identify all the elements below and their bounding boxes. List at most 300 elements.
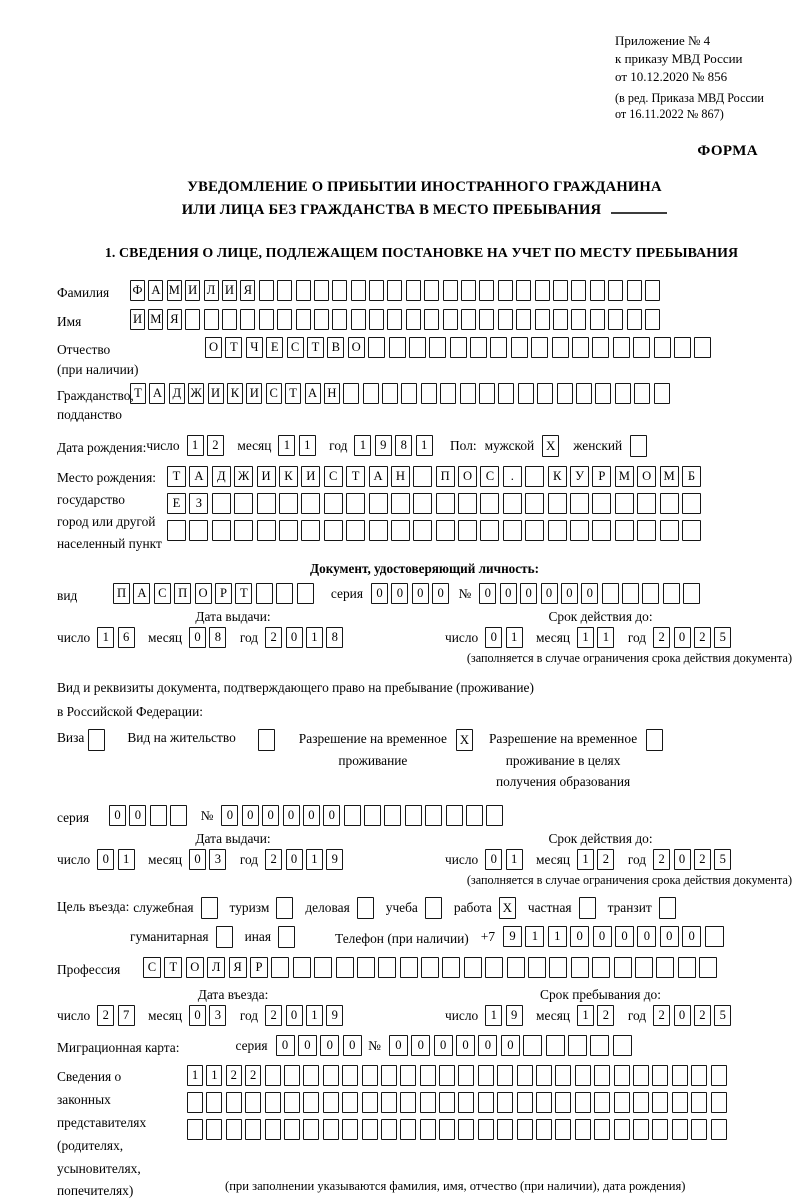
char-cell[interactable] (240, 309, 255, 330)
char-cell[interactable]: 0 (189, 1005, 206, 1026)
char-cell[interactable] (301, 520, 320, 541)
char-cell[interactable] (443, 309, 458, 330)
char-cell[interactable] (391, 493, 410, 514)
char-cell[interactable] (595, 383, 611, 404)
char-cell[interactable] (277, 280, 292, 301)
char-cell[interactable]: 0 (660, 926, 679, 947)
char-cell[interactable]: 5 (714, 1005, 731, 1026)
char-cell[interactable]: 1 (577, 1005, 594, 1026)
char-cell[interactable] (351, 309, 366, 330)
char-cell[interactable]: О (195, 583, 212, 604)
char-cell[interactable] (645, 309, 660, 330)
char-cell[interactable] (548, 520, 567, 541)
char-cell[interactable]: 2 (653, 849, 670, 870)
char-cell[interactable] (478, 1119, 494, 1140)
char-cell[interactable] (525, 520, 544, 541)
char-cell[interactable] (323, 1119, 339, 1140)
char-cell[interactable] (575, 1092, 591, 1113)
char-cell[interactable]: 0 (581, 583, 598, 604)
char-cell[interactable] (485, 957, 503, 978)
char-cell[interactable] (420, 1119, 436, 1140)
char-cell[interactable] (440, 383, 456, 404)
char-cell[interactable] (277, 309, 292, 330)
char-cell[interactable]: 0 (371, 583, 388, 604)
char-cell[interactable] (303, 1119, 319, 1140)
char-cell[interactable]: П (174, 583, 191, 604)
char-cell[interactable]: Б (682, 466, 701, 487)
char-cell[interactable]: 2 (653, 627, 670, 648)
visa-checkbox[interactable] (88, 729, 105, 751)
char-cell[interactable]: О (348, 337, 365, 358)
char-cell[interactable] (212, 520, 231, 541)
char-cell[interactable]: Р (592, 466, 611, 487)
char-cell[interactable] (314, 957, 332, 978)
char-cell[interactable] (460, 383, 476, 404)
char-cell[interactable] (381, 1065, 397, 1086)
char-cell[interactable] (478, 1092, 494, 1113)
char-cell[interactable] (699, 957, 717, 978)
char-cell[interactable] (265, 1119, 281, 1140)
char-cell[interactable] (226, 1092, 242, 1113)
char-cell[interactable]: Т (285, 383, 301, 404)
char-cell[interactable] (189, 520, 208, 541)
char-cell[interactable] (409, 337, 426, 358)
char-cell[interactable]: О (637, 466, 656, 487)
char-cell[interactable]: 0 (189, 849, 206, 870)
char-cell[interactable] (185, 309, 200, 330)
char-cell[interactable] (314, 280, 329, 301)
char-cell[interactable] (406, 309, 421, 330)
char-cell[interactable]: О (458, 466, 477, 487)
char-cell[interactable]: 0 (320, 1035, 339, 1056)
char-cell[interactable]: И (246, 383, 262, 404)
char-cell[interactable]: Т (307, 337, 324, 358)
char-cell[interactable]: 2 (265, 627, 282, 648)
char-cell[interactable] (682, 493, 701, 514)
char-cell[interactable] (571, 280, 586, 301)
char-cell[interactable] (332, 309, 347, 330)
char-cell[interactable]: И (130, 309, 145, 330)
char-cell[interactable]: 1 (306, 627, 323, 648)
char-cell[interactable] (256, 583, 273, 604)
char-cell[interactable] (660, 493, 679, 514)
char-cell[interactable] (537, 383, 553, 404)
char-cell[interactable]: 0 (276, 1035, 295, 1056)
char-cell[interactable]: Ж (188, 383, 204, 404)
char-cell[interactable] (531, 337, 548, 358)
char-cell[interactable]: С (324, 466, 343, 487)
char-cell[interactable] (705, 926, 724, 947)
char-cell[interactable]: 0 (343, 1035, 362, 1056)
char-cell[interactable] (413, 520, 432, 541)
char-cell[interactable]: А (148, 280, 163, 301)
char-cell[interactable]: К (279, 466, 298, 487)
char-cell[interactable]: 8 (326, 627, 343, 648)
char-cell[interactable]: 6 (118, 627, 135, 648)
char-cell[interactable] (212, 493, 231, 514)
char-cell[interactable]: 2 (207, 435, 224, 456)
char-cell[interactable] (450, 337, 467, 358)
char-cell[interactable] (672, 1065, 688, 1086)
char-cell[interactable]: 5 (714, 627, 731, 648)
char-cell[interactable]: Я (240, 280, 255, 301)
char-cell[interactable] (517, 1092, 533, 1113)
char-cell[interactable] (479, 383, 495, 404)
char-cell[interactable]: 0 (298, 1035, 317, 1056)
char-cell[interactable]: С (480, 466, 499, 487)
char-cell[interactable] (615, 520, 634, 541)
char-cell[interactable] (535, 309, 550, 330)
char-cell[interactable]: Т (130, 383, 146, 404)
char-cell[interactable] (284, 1119, 300, 1140)
char-cell[interactable] (691, 1065, 707, 1086)
char-cell[interactable]: 2 (597, 849, 614, 870)
char-cell[interactable] (613, 1035, 632, 1056)
purpose-option-checkbox[interactable] (425, 897, 442, 919)
char-cell[interactable] (439, 1092, 455, 1113)
char-cell[interactable] (656, 957, 674, 978)
char-cell[interactable] (528, 957, 546, 978)
char-cell[interactable] (479, 309, 494, 330)
char-cell[interactable] (635, 957, 653, 978)
char-cell[interactable] (711, 1119, 727, 1140)
char-cell[interactable] (187, 1119, 203, 1140)
char-cell[interactable] (608, 280, 623, 301)
purpose-option-checkbox[interactable]: X (499, 897, 516, 919)
char-cell[interactable]: Т (225, 337, 242, 358)
char-cell[interactable] (503, 493, 522, 514)
char-cell[interactable]: 2 (97, 1005, 114, 1026)
char-cell[interactable] (424, 280, 439, 301)
char-cell[interactable] (389, 337, 406, 358)
char-cell[interactable] (346, 493, 365, 514)
char-cell[interactable] (443, 280, 458, 301)
char-cell[interactable]: А (133, 583, 150, 604)
char-cell[interactable] (259, 309, 274, 330)
char-cell[interactable]: К (548, 466, 567, 487)
char-cell[interactable] (652, 1119, 668, 1140)
char-cell[interactable] (405, 805, 422, 826)
char-cell[interactable]: 1 (525, 926, 544, 947)
char-cell[interactable] (555, 1065, 571, 1086)
char-cell[interactable] (503, 520, 522, 541)
char-cell[interactable] (518, 383, 534, 404)
char-cell[interactable] (170, 805, 187, 826)
char-cell[interactable]: 0 (189, 627, 206, 648)
char-cell[interactable] (614, 1092, 630, 1113)
char-cell[interactable] (259, 280, 274, 301)
char-cell[interactable] (362, 1119, 378, 1140)
char-cell[interactable]: 9 (326, 1005, 343, 1026)
char-cell[interactable]: 5 (714, 849, 731, 870)
residence-permit-checkbox[interactable] (258, 729, 275, 751)
purpose-option-checkbox[interactable] (357, 897, 374, 919)
char-cell[interactable]: 8 (209, 627, 226, 648)
char-cell[interactable] (222, 309, 237, 330)
sex-female-checkbox[interactable] (630, 435, 647, 457)
char-cell[interactable]: 0 (411, 1035, 430, 1056)
char-cell[interactable] (594, 1092, 610, 1113)
char-cell[interactable] (461, 280, 476, 301)
char-cell[interactable]: Ф (130, 280, 145, 301)
temp-residence-checkbox[interactable]: X (456, 729, 473, 751)
char-cell[interactable] (672, 1092, 688, 1113)
char-cell[interactable] (590, 309, 605, 330)
char-cell[interactable] (257, 493, 276, 514)
char-cell[interactable] (592, 520, 611, 541)
char-cell[interactable]: А (305, 383, 321, 404)
char-cell[interactable] (424, 309, 439, 330)
char-cell[interactable]: 0 (593, 926, 612, 947)
char-cell[interactable] (694, 337, 711, 358)
char-cell[interactable]: 9 (326, 849, 343, 870)
char-cell[interactable] (678, 957, 696, 978)
char-cell[interactable] (637, 520, 656, 541)
char-cell[interactable] (301, 493, 320, 514)
char-cell[interactable] (381, 1092, 397, 1113)
char-cell[interactable]: 9 (375, 435, 392, 456)
char-cell[interactable]: 0 (674, 627, 691, 648)
char-cell[interactable] (458, 493, 477, 514)
char-cell[interactable]: 0 (500, 583, 517, 604)
char-cell[interactable] (429, 337, 446, 358)
char-cell[interactable]: 0 (109, 805, 126, 826)
char-cell[interactable] (479, 280, 494, 301)
char-cell[interactable] (478, 1065, 494, 1086)
char-cell[interactable]: П (436, 466, 455, 487)
char-cell[interactable] (654, 337, 671, 358)
char-cell[interactable] (536, 1119, 552, 1140)
char-cell[interactable]: 0 (561, 583, 578, 604)
char-cell[interactable]: 0 (434, 1035, 453, 1056)
char-cell[interactable] (323, 1065, 339, 1086)
char-cell[interactable]: М (615, 466, 634, 487)
char-cell[interactable]: 2 (653, 1005, 670, 1026)
char-cell[interactable] (293, 957, 311, 978)
char-cell[interactable] (575, 1065, 591, 1086)
char-cell[interactable] (711, 1092, 727, 1113)
char-cell[interactable]: 0 (682, 926, 701, 947)
char-cell[interactable]: 0 (479, 583, 496, 604)
char-cell[interactable]: 0 (485, 849, 502, 870)
char-cell[interactable] (553, 280, 568, 301)
char-cell[interactable] (387, 309, 402, 330)
char-cell[interactable] (614, 1119, 630, 1140)
char-cell[interactable] (420, 1065, 436, 1086)
char-cell[interactable]: Т (167, 466, 186, 487)
char-cell[interactable] (570, 520, 589, 541)
char-cell[interactable]: 2 (245, 1065, 261, 1086)
char-cell[interactable]: 3 (209, 849, 226, 870)
char-cell[interactable] (637, 493, 656, 514)
purpose-option-checkbox[interactable] (579, 897, 596, 919)
char-cell[interactable] (464, 957, 482, 978)
char-cell[interactable] (421, 957, 439, 978)
char-cell[interactable] (442, 957, 460, 978)
char-cell[interactable]: 0 (637, 926, 656, 947)
char-cell[interactable] (654, 383, 670, 404)
purpose-option-checkbox[interactable] (278, 926, 295, 948)
char-cell[interactable] (413, 466, 432, 487)
char-cell[interactable]: М (167, 280, 182, 301)
char-cell[interactable] (645, 280, 660, 301)
char-cell[interactable] (362, 1065, 378, 1086)
char-cell[interactable] (436, 493, 455, 514)
char-cell[interactable] (498, 309, 513, 330)
char-cell[interactable] (234, 520, 253, 541)
char-cell[interactable]: С (143, 957, 161, 978)
char-cell[interactable] (276, 583, 293, 604)
char-cell[interactable] (257, 520, 276, 541)
char-cell[interactable] (323, 1092, 339, 1113)
char-cell[interactable]: 1 (299, 435, 316, 456)
char-cell[interactable]: Т (235, 583, 252, 604)
char-cell[interactable]: 0 (242, 805, 259, 826)
char-cell[interactable] (660, 520, 679, 541)
char-cell[interactable]: 0 (485, 627, 502, 648)
char-cell[interactable] (150, 805, 167, 826)
char-cell[interactable]: 9 (503, 926, 522, 947)
char-cell[interactable] (369, 280, 384, 301)
char-cell[interactable]: Я (229, 957, 247, 978)
char-cell[interactable] (368, 337, 385, 358)
char-cell[interactable] (387, 280, 402, 301)
char-cell[interactable] (536, 1065, 552, 1086)
char-cell[interactable] (342, 1119, 358, 1140)
char-cell[interactable]: 0 (286, 849, 303, 870)
char-cell[interactable] (683, 583, 700, 604)
char-cell[interactable]: Д (212, 466, 231, 487)
char-cell[interactable]: 1 (354, 435, 371, 456)
char-cell[interactable]: 0 (129, 805, 146, 826)
char-cell[interactable] (421, 383, 437, 404)
char-cell[interactable] (458, 1065, 474, 1086)
char-cell[interactable] (663, 583, 680, 604)
char-cell[interactable] (466, 805, 483, 826)
char-cell[interactable] (571, 309, 586, 330)
char-cell[interactable] (602, 583, 619, 604)
char-cell[interactable] (570, 493, 589, 514)
char-cell[interactable] (525, 466, 544, 487)
char-cell[interactable]: Ж (234, 466, 253, 487)
char-cell[interactable] (461, 309, 476, 330)
char-cell[interactable]: 2 (226, 1065, 242, 1086)
char-cell[interactable] (324, 493, 343, 514)
char-cell[interactable] (279, 520, 298, 541)
char-cell[interactable] (614, 1065, 630, 1086)
char-cell[interactable] (511, 337, 528, 358)
char-cell[interactable] (296, 309, 311, 330)
char-cell[interactable]: Н (391, 466, 410, 487)
char-cell[interactable]: 0 (501, 1035, 520, 1056)
char-cell[interactable] (342, 1065, 358, 1086)
char-cell[interactable]: М (148, 309, 163, 330)
char-cell[interactable] (480, 493, 499, 514)
char-cell[interactable]: 2 (265, 849, 282, 870)
char-cell[interactable] (303, 1065, 319, 1086)
char-cell[interactable] (436, 520, 455, 541)
char-cell[interactable]: 1 (506, 849, 523, 870)
char-cell[interactable] (516, 280, 531, 301)
char-cell[interactable]: Т (164, 957, 182, 978)
char-cell[interactable] (507, 957, 525, 978)
char-cell[interactable]: 1 (206, 1065, 222, 1086)
char-cell[interactable] (346, 520, 365, 541)
char-cell[interactable] (271, 957, 289, 978)
char-cell[interactable]: 0 (412, 583, 429, 604)
char-cell[interactable] (497, 1092, 513, 1113)
char-cell[interactable]: 1 (577, 627, 594, 648)
char-cell[interactable]: 0 (286, 1005, 303, 1026)
char-cell[interactable]: 0 (615, 926, 634, 947)
char-cell[interactable]: Е (167, 493, 186, 514)
char-cell[interactable]: 1 (577, 849, 594, 870)
char-cell[interactable]: И (185, 280, 200, 301)
char-cell[interactable] (490, 337, 507, 358)
char-cell[interactable] (682, 520, 701, 541)
char-cell[interactable] (297, 583, 314, 604)
char-cell[interactable] (314, 309, 329, 330)
char-cell[interactable] (364, 805, 381, 826)
char-cell[interactable]: 0 (478, 1035, 497, 1056)
char-cell[interactable]: В (327, 337, 344, 358)
char-cell[interactable] (187, 1092, 203, 1113)
char-cell[interactable] (711, 1065, 727, 1086)
char-cell[interactable] (633, 1065, 649, 1086)
char-cell[interactable] (652, 1065, 668, 1086)
char-cell[interactable]: 0 (221, 805, 238, 826)
char-cell[interactable] (245, 1092, 261, 1113)
char-cell[interactable] (167, 520, 186, 541)
char-cell[interactable] (553, 309, 568, 330)
char-cell[interactable] (672, 1119, 688, 1140)
char-cell[interactable]: И (257, 466, 276, 487)
char-cell[interactable]: М (660, 466, 679, 487)
char-cell[interactable] (497, 1119, 513, 1140)
char-cell[interactable] (548, 493, 567, 514)
char-cell[interactable]: П (113, 583, 130, 604)
char-cell[interactable]: 1 (485, 1005, 502, 1026)
char-cell[interactable]: Ч (246, 337, 263, 358)
char-cell[interactable]: 1 (416, 435, 433, 456)
char-cell[interactable] (342, 1092, 358, 1113)
char-cell[interactable]: 0 (389, 1035, 408, 1056)
char-cell[interactable] (401, 383, 417, 404)
char-cell[interactable] (525, 493, 544, 514)
char-cell[interactable] (382, 383, 398, 404)
char-cell[interactable] (226, 1119, 242, 1140)
char-cell[interactable]: 1 (187, 1065, 203, 1086)
char-cell[interactable] (458, 1119, 474, 1140)
char-cell[interactable] (557, 383, 573, 404)
purpose-option-checkbox[interactable] (659, 897, 676, 919)
char-cell[interactable]: К (227, 383, 243, 404)
char-cell[interactable] (691, 1092, 707, 1113)
char-cell[interactable] (425, 805, 442, 826)
char-cell[interactable] (284, 1065, 300, 1086)
char-cell[interactable] (516, 309, 531, 330)
char-cell[interactable] (369, 520, 388, 541)
char-cell[interactable] (536, 1092, 552, 1113)
char-cell[interactable] (608, 309, 623, 330)
char-cell[interactable] (332, 280, 347, 301)
char-cell[interactable]: 1 (548, 926, 567, 947)
char-cell[interactable] (378, 957, 396, 978)
char-cell[interactable] (498, 280, 513, 301)
char-cell[interactable]: О (186, 957, 204, 978)
purpose-option-checkbox[interactable] (216, 926, 233, 948)
char-cell[interactable] (517, 1065, 533, 1086)
